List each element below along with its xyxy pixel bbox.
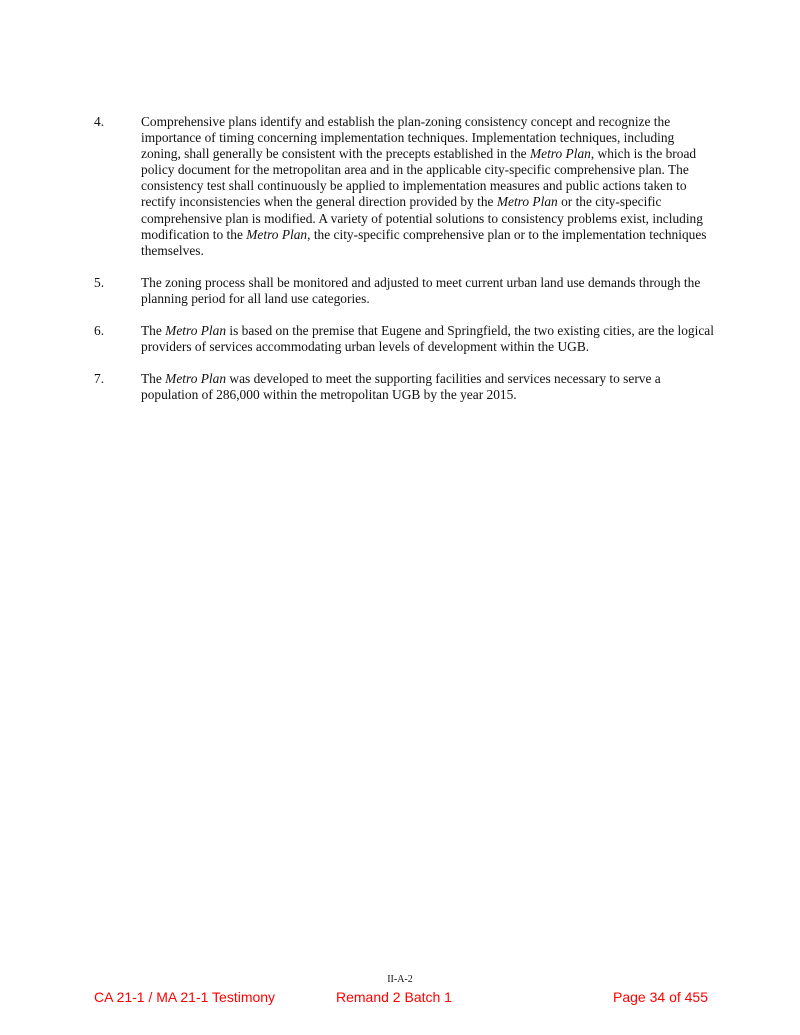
list-item [94,323,714,355]
text-run: , the city-specific comprehensive plan or to the implementation techniques themselves. [141,226,707,258]
item-number: 4. [94,114,105,129]
page-number: II-A-2 [387,974,413,985]
footer [94,988,708,1006]
text-run: The zoning process shall be monitored and adjusted to meet current urban land use demands through the planning period for all land use categories. [141,274,701,306]
text-run: Comprehensive plans identify and establish the plan-zoning consistency concept and recognize the importance of timing concerning implementation techniques. Implementation techniques, including zoning, shall generally be consistent with the precepts established in the [141,114,675,162]
item-number: 7. [94,371,105,387]
italic-title: Metro Plan [529,146,591,162]
text-run: The [141,323,166,339]
text-run: The [141,371,166,387]
item-text [141,323,714,355]
text-run: was developed to meet the supporting facilities and services necessary to serve a population of 286,000 within the metropolitan UGB by the year 2015. [141,371,661,403]
item-number: 6. [94,323,105,339]
item-number: 5. [94,274,105,290]
list-item [94,371,714,403]
item-text [141,114,714,259]
italic-title: Metro Plan [165,371,227,387]
italic-title: Metro Plan [246,226,308,242]
numbered-list [94,114,714,419]
footer-center: Remand 2 Batch 1 [336,989,452,1005]
list-item [94,114,714,259]
italic-title: Metro Plan [165,323,227,339]
list-item [94,275,714,307]
footer-left: CA 21-1 / MA 21-1 Testimony [94,989,276,1005]
footer-right: Page 34 of 455 [613,989,708,1005]
item-text [141,371,714,403]
italic-title: Metro Plan [496,194,558,210]
text-run: or the city-specific comprehensive plan is modified. A variety of potential solutions to consistency problems exist, including modification to the [141,194,703,242]
item-text [141,275,714,307]
text-run: , which is the broad policy document for the metropolitan area and in the applicable city-specific comprehensive plan. The consistency test shall continuously be applied to implementation measures and public actions taken to rectify inconsistencies when the general direction provided by the [141,146,697,210]
text-run: is based on the premise that Eugene and Springfield, the two existing cities, are the logical providers of services accommodating urban levels of development within the UGB. [141,323,714,355]
